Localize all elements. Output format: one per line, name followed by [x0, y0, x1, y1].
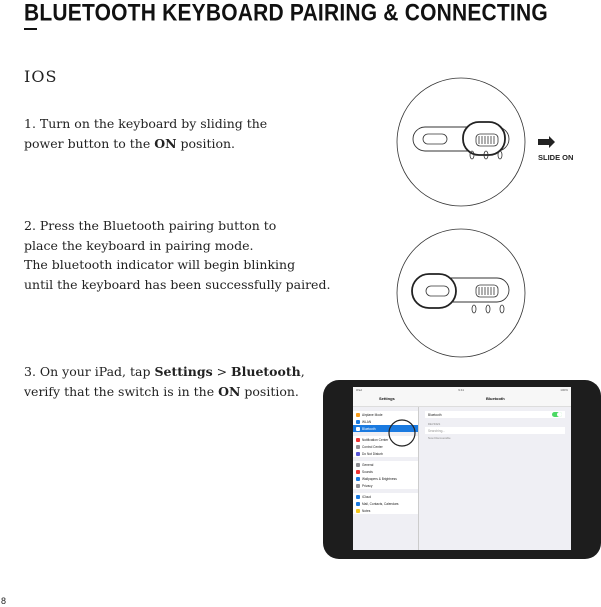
nav-settings-title: Settings: [379, 396, 395, 401]
status-left: iPad: [356, 388, 363, 392]
step-3-line-1: 3. On your iPad, tap Settings > Bluetooth,: [24, 364, 305, 379]
settings-item-wlan[interactable]: WLAN: [353, 418, 418, 425]
settings-item-wallpapers[interactable]: Wallpapers & Brightness: [353, 475, 418, 482]
page-number: 8: [1, 596, 7, 606]
slide-on-label: SLIDE ON: [538, 153, 574, 162]
settings-item-privacy[interactable]: Privacy: [353, 482, 418, 489]
status-battery: 100%: [560, 388, 568, 392]
settings-item-general[interactable]: General: [353, 461, 418, 468]
devices-header: DEVICES: [428, 422, 441, 426]
step-2-line-1: 2. Press the Bluetooth pairing button to: [24, 218, 277, 233]
settings-item-control-center[interactable]: Control Center: [353, 443, 418, 450]
settings-item-notes[interactable]: Notes: [353, 507, 418, 514]
bluetooth-toggle-row: Bluetooth: [425, 411, 565, 418]
settings-item-icloud[interactable]: iCloud: [353, 493, 418, 500]
searching-row: Searching...: [425, 427, 565, 434]
settings-item-notification-center[interactable]: Notification Center: [353, 436, 418, 443]
step-1-line-1: 1. Turn on the keyboard by sliding the: [24, 116, 268, 131]
settings-item-sounds[interactable]: Sounds: [353, 468, 418, 475]
step-3-line-2: verify that the switch is in the ON position.: [24, 383, 299, 399]
settings-item-bluetooth[interactable]: Bluetooth: [353, 425, 418, 432]
step-2-line-4: until the keyboard has been successfully paired.: [24, 276, 331, 292]
step-1-line-2: power button to the ON position.: [24, 135, 236, 151]
nav-bluetooth-title: Bluetooth: [486, 396, 505, 401]
settings-item-mail[interactable]: Mail, Contacts, Calendars: [353, 500, 418, 507]
status-time: 9:41: [458, 388, 465, 392]
settings-item-do-not-disturb[interactable]: Do Not Disturb: [353, 450, 418, 457]
step-2-line-2: place the keyboard in pairing mode.: [24, 237, 254, 253]
settings-item-airplane-mode[interactable]: Airplane Mode: [353, 411, 418, 418]
page-title: BLUETOOTH KEYBOARD PAIRING & CONNECTING: [24, 0, 548, 27]
section-heading-ios: IOS: [24, 67, 58, 86]
step-2-line-3: The bluetooth indicator will begin blinking: [24, 257, 296, 272]
now-discoverable-text: Now Discoverable: [428, 436, 451, 440]
